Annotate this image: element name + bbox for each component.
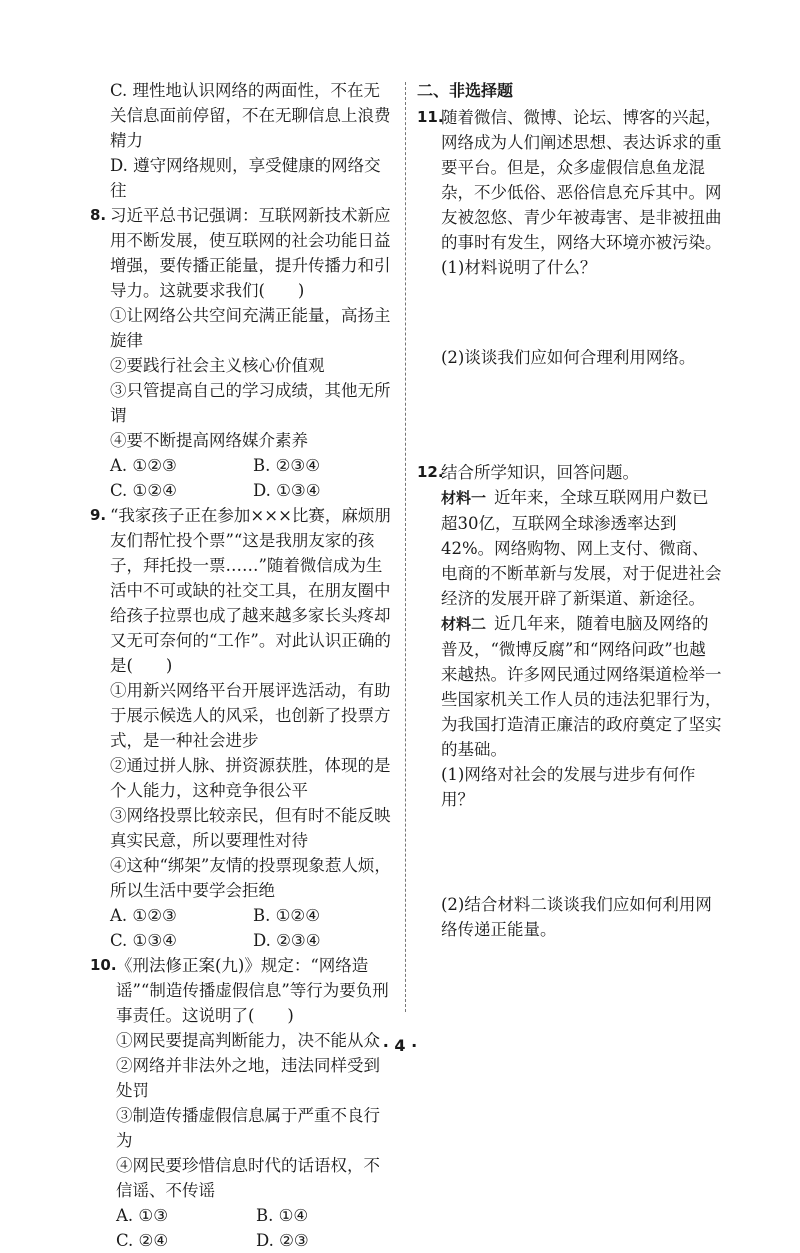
question-10 bbox=[90, 953, 396, 1028]
q8-options-row-1 bbox=[90, 453, 396, 478]
q9-item-1: ①用新兴网络平台开展评选活动，有助于展示候选人的风采，也创新了投票方式，是一种社会进步 bbox=[110, 681, 391, 750]
q12-number: 12. bbox=[417, 463, 444, 481]
q12-stem: 结合所学知识，回答问题。 bbox=[441, 463, 639, 482]
q8-option-d: D. ①③④ bbox=[253, 481, 321, 500]
q9-item-4: ④这种“绑架”友情的投票现象惹人烦，所以生活中要学会拒绝 bbox=[110, 856, 391, 900]
material-1-text: 近年来，全球互联网用户数已超30亿，互联网全球渗透率达到42%。网络购物、网上支付、微商、电商的不断革新与发展，对于促进社会经济的发展开辟了新渠道、新途径。 bbox=[441, 488, 722, 608]
q12-material-2 bbox=[417, 611, 722, 762]
q8-item-4: ④要不断提高网络媒介素养 bbox=[110, 431, 308, 450]
q10-item-1: ①网民要提高判断能力，决不能从众 bbox=[116, 1031, 380, 1050]
q9-stem: “我家孩子正在参加×××比赛，麻烦朋友们帮忙投个票”“这是我朋友家的孩子，拜托投一票……”随着微信成为生活中不可或缺的社交工具，在朋友圈中给孩子拉票也成了越来越多家长头疼却又无可奈何的“工作”。对此认识正确的是( ) bbox=[110, 506, 391, 675]
q8-option-a: A. ①②③ bbox=[110, 456, 177, 475]
q10-number: 10. bbox=[90, 956, 117, 974]
q9-option-d: D. ②③④ bbox=[253, 931, 321, 950]
q8-item-2: ②要践行社会主义核心价值观 bbox=[110, 356, 325, 375]
q8-stem: 习近平总书记强调：互联网新技术新应用不断发展，使互联网的社会功能日益增强，要传播正能量，提升传播力和引导力。这就要求我们( ) bbox=[110, 206, 391, 300]
q10-options-row-2 bbox=[90, 1228, 396, 1253]
q9-item-3: ③网络投票比较亲民，但有时不能反映真实民意，所以要理性对待 bbox=[110, 806, 391, 850]
q10-option-d: D. ②③ bbox=[256, 1231, 309, 1250]
q10-option-b: B. ①④ bbox=[256, 1206, 309, 1225]
q11-stem: 随着微信、微博、论坛、博客的兴起，网络成为人们阐述思想、表达诉求的重要平台。但是，众多虚假信息鱼龙混杂，不少低俗、恶俗信息充斥其中。网友被忽悠、青少年被毒害、是非被扭曲的事时有发生，网络大环境亦被污染。 bbox=[441, 108, 722, 252]
q11-sub-2: (2)谈谈我们应如何合理利用网络。 bbox=[441, 348, 696, 367]
page-number: · 4 · bbox=[382, 1036, 418, 1055]
q10-item-3: ③制造传播虚假信息属于严重不良行为 bbox=[116, 1106, 380, 1150]
q12-answer-space-1 bbox=[417, 812, 722, 892]
right-column bbox=[417, 78, 722, 942]
material-2-text: 近几年来，随着电脑及网络的普及，“微博反腐”和“网络问政”也越来越热。许多网民通过网络渠道检举一些国家机关工作人员的违法犯罪行为，为我国打造清正廉洁的政府奠定了坚实的基础。 bbox=[441, 614, 722, 759]
q10-option-c: C. ②④ bbox=[116, 1231, 169, 1250]
q7-option-d: D. 遵守网络规则，享受健康的网络交往 bbox=[110, 156, 381, 200]
left-column bbox=[90, 78, 396, 1253]
q11-answer-space-1 bbox=[417, 280, 722, 345]
q11-answer-space-2 bbox=[417, 370, 722, 460]
q8-item-1: ①让网络公共空间充满正能量，高扬主旋律 bbox=[110, 306, 391, 350]
q12-material-1 bbox=[417, 485, 722, 611]
q9-options-row-1 bbox=[90, 903, 396, 928]
q8-number: 8. bbox=[90, 206, 107, 224]
q9-option-b: B. ①②④ bbox=[253, 906, 320, 925]
q8-options-row-2 bbox=[90, 478, 396, 503]
q8-item-3: ③只管提高自己的学习成绩，其他无所谓 bbox=[110, 381, 391, 425]
q12-sub-2: (2)结合材料二谈谈我们应如何利用网络传递正能量。 bbox=[441, 895, 712, 939]
question-9 bbox=[90, 503, 396, 678]
q10-option-a: A. ①③ bbox=[116, 1206, 168, 1225]
question-12 bbox=[417, 460, 722, 485]
q9-item-2: ②通过拼人脉、拼资源获胜，体现的是个人能力，这种竞争很公平 bbox=[110, 756, 391, 800]
question-11 bbox=[417, 105, 722, 255]
q9-option-a: A. ①②③ bbox=[110, 906, 177, 925]
q11-number: 11. bbox=[417, 108, 444, 126]
q12-sub-1: (1)网络对社会的发展与进步有何作用？ bbox=[441, 765, 696, 809]
q9-option-c: C. ①③④ bbox=[110, 931, 177, 950]
q8-option-c: C. ①②④ bbox=[110, 481, 177, 500]
q8-option-b: B. ②③④ bbox=[253, 456, 320, 475]
q10-item-4: ④网民要珍惜信息时代的话语权，不信谣、不传谣 bbox=[116, 1156, 380, 1200]
material-2-label: 材料二 bbox=[441, 615, 487, 633]
column-divider bbox=[405, 82, 406, 1012]
q10-stem: 《刑法修正案(九)》规定：“网络造谣”“制造传播虚假信息”等行为要负刑事责任。这说明了( ) bbox=[116, 956, 389, 1025]
q7-option-c: C. 理性地认识网络的两面性，不在无关信息面前停留，不在无聊信息上浪费精力 bbox=[110, 81, 391, 150]
section-heading: 二、非选择题 bbox=[417, 81, 514, 100]
q9-number: 9. bbox=[90, 506, 107, 524]
q10-item-2: ②网络并非法外之地，违法同样受到处罚 bbox=[116, 1056, 380, 1100]
q9-options-row-2 bbox=[90, 928, 396, 953]
material-1-label: 材料一 bbox=[441, 489, 487, 507]
question-8 bbox=[90, 203, 396, 303]
q10-options-row-1 bbox=[90, 1203, 396, 1228]
q11-sub-1: (1)材料说明了什么？ bbox=[441, 258, 597, 277]
